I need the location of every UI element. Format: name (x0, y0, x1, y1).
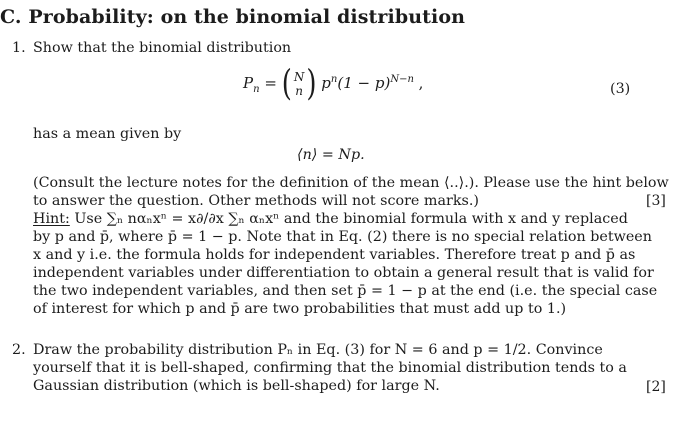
eq-equals: = (264, 74, 277, 92)
eq-exponent: N−n (390, 74, 414, 85)
binomial-coefficient (294, 70, 305, 98)
mean-equation: ⟨n⟩ = Np. (297, 147, 365, 163)
binom-top: N (293, 70, 305, 84)
paragraph-line-7: of interest for which p and p̄ are two probabilities that must add up to 1.) (33, 301, 567, 317)
paragraph-line-2: to answer the question. Other methods will not score marks.) (33, 193, 479, 209)
eq-lhs-sub: n (253, 84, 260, 95)
q2-number: 2. (12, 342, 26, 358)
hint-label: Hint: (33, 211, 70, 227)
paragraph-line-4: x and y i.e. the formula holds for independent variables. Therefore treat p and p̄ as (33, 247, 636, 263)
eq-comma: , (418, 74, 424, 92)
paragraph-line-3: by p and p̄, where p̄ = 1 − p. Note that in Eq. (2) there is no special relation between (33, 229, 652, 245)
binom-bottom: n (295, 84, 303, 98)
eq-p: p (321, 74, 331, 92)
q1-number: 1. (12, 40, 26, 56)
q2-marks: [2] (646, 379, 666, 395)
right-paren-icon: ) (306, 63, 317, 105)
eq-lhs: P (243, 74, 254, 92)
q2-line-2: yourself that it is bell-shaped, confirming that the binomial distribution tends to a (33, 360, 627, 376)
hint-line (33, 211, 628, 227)
paragraph-line-1: (Consult the lecture notes for the definition of the mean ⟨..⟩.). Please use the hint below (33, 175, 669, 191)
q2-line-3: Gaussian distribution (which is bell-shaped) for large N. (33, 378, 440, 394)
section-title: C. Probability: on the binomial distribution (0, 6, 466, 28)
q2-line-1: Draw the probability distribution Pₙ in Eq. (3) for N = 6 and p = 1/2. Convince (33, 342, 603, 358)
q1-intro: Show that the binomial distribution (33, 40, 292, 56)
hint-text: Use ∑ₙ nαₙxⁿ = x∂/∂x ∑ₙ αₙxⁿ and the binomial formula with x and y replaced (74, 211, 628, 227)
left-paren-icon: ( (281, 63, 292, 105)
q1-marks: [3] (646, 193, 666, 209)
equation-label: (3) (610, 81, 631, 97)
paragraph-line-6: the two independent variables, and then set p̄ = 1 − p at the end (i.e. the special case (33, 283, 658, 299)
eq-p-sup: n (330, 74, 338, 85)
mean-intro: has a mean given by (33, 126, 182, 142)
binomial-equation (243, 63, 424, 105)
eq-one-minus-p: (1 − p) (337, 74, 391, 92)
paragraph-line-5: independent variables under differentiation to obtain a general result that is valid for (33, 265, 654, 281)
